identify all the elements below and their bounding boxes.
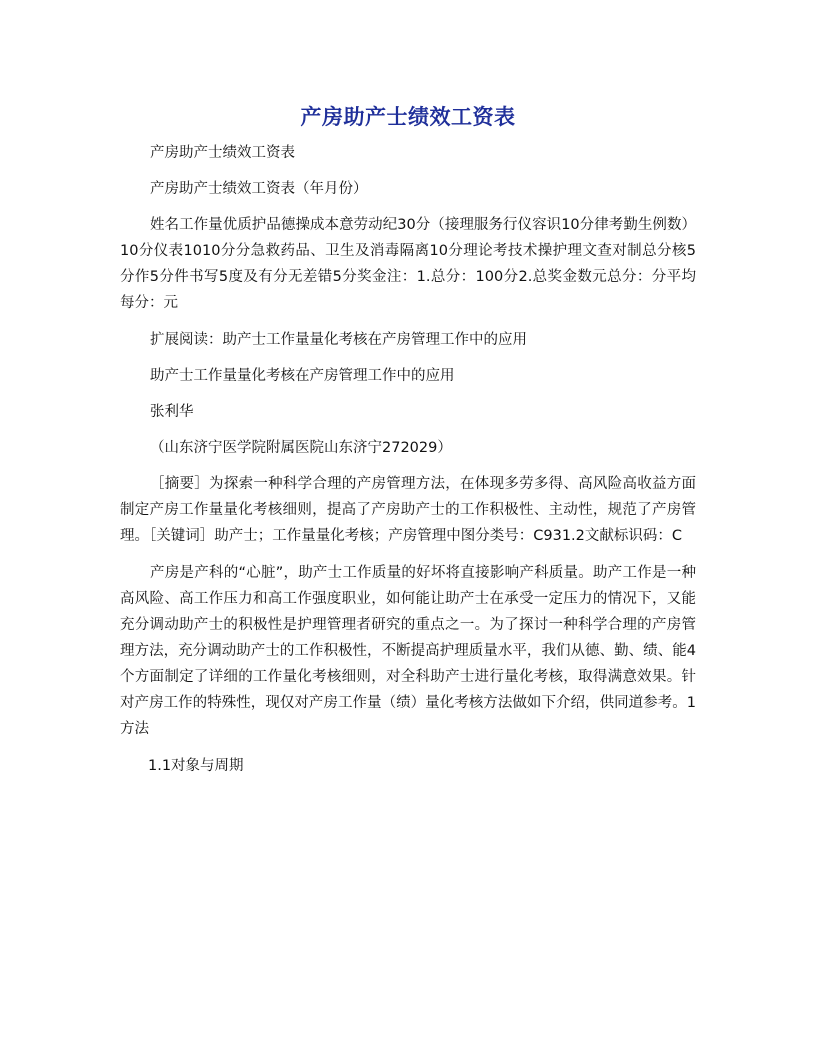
section-heading: 1.1对象与周期 — [148, 758, 244, 774]
document-body — [120, 140, 696, 779]
paragraph-abstract: ［摘要］为探索一种科学合理的产房管理方法，在体现多劳多得、高风险高收益方面制定产房工作量量化考核细则，提高了产房助产士的工作积极性、主动性，规范了产房管理。［关键词］助产士；工作量量化考核；产房管理中图分类号：C931.2文献标识码：C — [120, 476, 696, 544]
paragraph-article-title: 助产士工作量量化考核在产房管理工作中的应用 — [150, 368, 455, 384]
document-title: 产房助产士绩效工资表 — [300, 104, 516, 129]
paragraph-affiliation: （山东济宁医学院附属医院山东济宁272029） — [150, 440, 452, 456]
paragraph-author: 张利华 — [150, 404, 194, 420]
paragraph-extended-reading: 扩展阅读：助产士工作量量化考核在产房管理工作中的应用 — [150, 332, 527, 348]
paragraph-subtitle: 产房助产士绩效工资表 — [150, 145, 295, 161]
paragraph-table-content: 姓名工作量优质护品德操成本意劳动纪30分（接理服务行仪容识10分律考勤生例数）10分仪表1010分分急救药品、卫生及消毒隔离10分理论考技术操护理文查对制总分核5分作5分件书写5度及有分无差错5分奖金注：1.总分：100分2.总奖金数元总分：分平均每分：元 — [120, 217, 696, 311]
paragraph-table-title: 产房助产士绩效工资表（年月份） — [150, 181, 368, 197]
paragraph-introduction: 产房是产科的“心脏”，助产士工作质量的好坏将直接影响产科质量。助产工作是一种高风险、高工作压力和高工作强度职业，如何能让助产士在承受一定压力的情况下，又能充分调动助产士的积极性是护理管理者研究的重点之一。为了探讨一种科学合理的产房管理方法，充分调动助产士的工作积极性，不断提高护理质量水平，我们从德、勤、绩、能4个方面制定了详细的工作量化考核细则，对全科助产士进行量化考核，取得满意效果。针对产房工作的特殊性，现仅对产房工作量（绩）量化考核方法做如下介绍，供同道参考。1方法 — [120, 565, 696, 737]
